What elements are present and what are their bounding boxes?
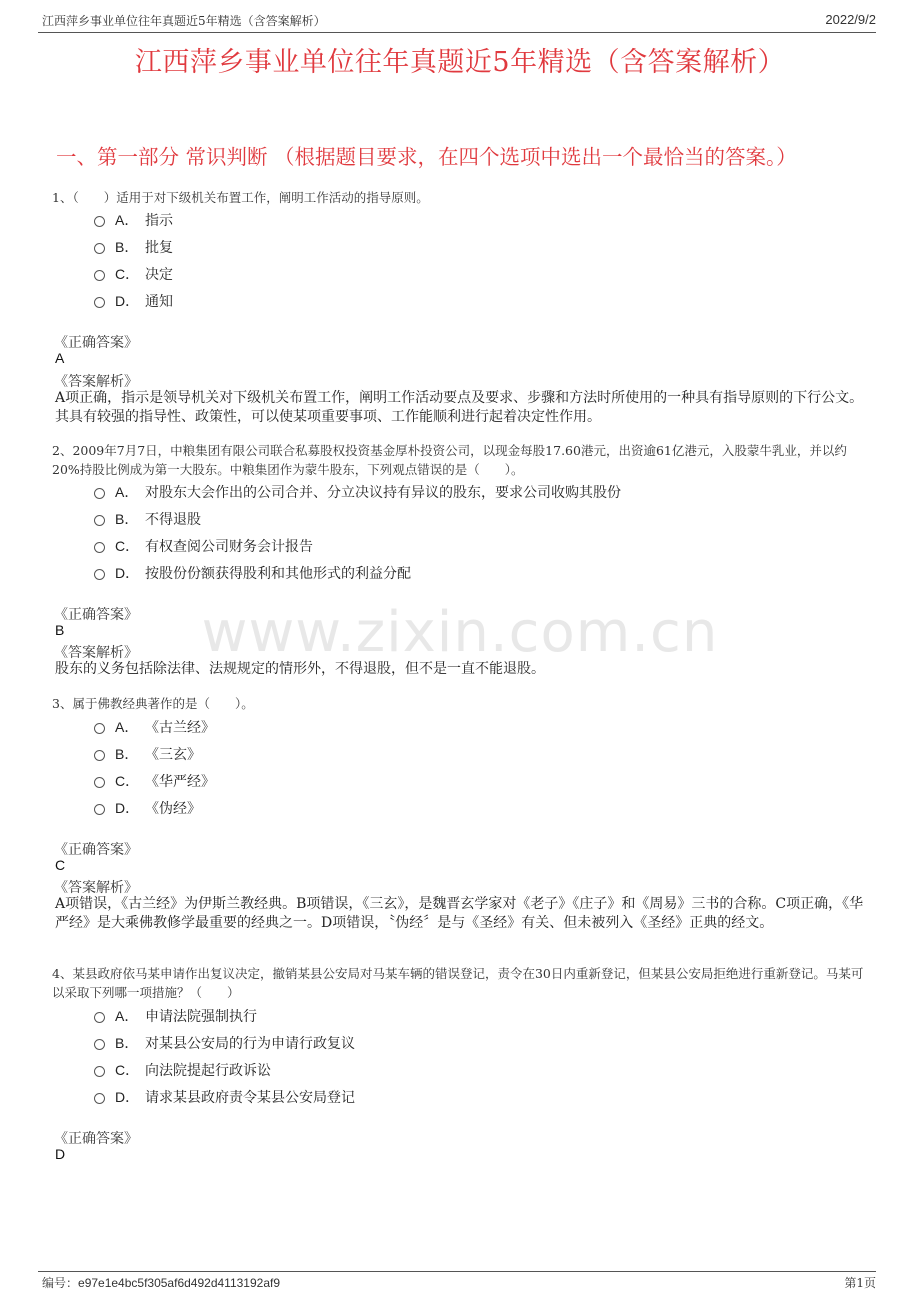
radio-icon[interactable] <box>94 804 105 815</box>
page-header <box>38 10 876 33</box>
option-letter: A． <box>115 212 139 228</box>
option-letter: D． <box>115 800 140 816</box>
radio-icon[interactable] <box>94 542 105 553</box>
option-letter: D． <box>115 565 140 581</box>
header-date: 2022/9/2 <box>825 12 876 27</box>
option-letter: C． <box>115 1062 140 1078</box>
question-1-option-c[interactable] <box>94 264 173 284</box>
question-2-option-c[interactable] <box>94 536 313 556</box>
question-3-option-a[interactable] <box>94 717 215 737</box>
radio-icon[interactable] <box>94 569 105 580</box>
question-3-analysis: A项错误，《古兰经》为伊斯兰教经典。B项错误，《三玄》，是魏晋玄学家对《老子》《庄子》和《周易》三书的合称。C项正确，《华严经》是大乘佛教修学最重要的经典之一。D项错误，〝伪经〞是与《圣经》有关、但未被列入《圣经》正典的经文。 <box>55 896 864 931</box>
radio-icon[interactable] <box>94 777 105 788</box>
question-3-option-d[interactable] <box>94 798 201 818</box>
option-letter: B． <box>115 239 139 255</box>
radio-icon[interactable] <box>94 515 105 526</box>
option-text: 不得退股 <box>145 512 201 528</box>
document-title: 江西萍乡事业单位往年真题近5年精选（含答案解析） <box>134 47 786 78</box>
option-text: 对股东大会作出的公司合并、分立决议持有异议的股东，要求公司收购其股份 <box>145 485 621 501</box>
option-text: 《伪经》 <box>145 801 201 817</box>
question-1-analysis: A项正确，指示是领导机关对下级机关布置工作，阐明工作活动要点及要求、步骤和方法时所使用的一种具有指导原则的下行公文。其具有较强的指导性、政策性，可以使某项重要事项、工作能顺利进行起着决定性作用。 <box>55 390 864 425</box>
option-text: 批复 <box>145 240 173 256</box>
radio-icon[interactable] <box>94 723 105 734</box>
radio-icon[interactable] <box>94 297 105 308</box>
radio-icon[interactable] <box>94 243 105 254</box>
radio-icon[interactable] <box>94 488 105 499</box>
analysis-label: 《答案解析》 <box>54 880 138 896</box>
option-text: 《华严经》 <box>145 774 215 790</box>
option-letter: B． <box>115 746 139 762</box>
question-2-option-b[interactable] <box>94 509 201 529</box>
option-letter: A． <box>115 719 139 735</box>
option-text: 请求某县政府责令某县公安局登记 <box>145 1090 355 1106</box>
watermark: www.zixin.com.cn <box>201 600 719 665</box>
option-letter: D． <box>115 1089 140 1105</box>
page-footer <box>38 1271 876 1294</box>
radio-icon[interactable] <box>94 216 105 227</box>
section-heading: 一、第一部分 常识判断 （根据题目要求，在四个选项中选出一个最恰当的答案。） <box>56 145 797 169</box>
correct-answer-label: 《正确答案》 <box>54 842 138 858</box>
radio-icon[interactable] <box>94 750 105 761</box>
question-4-option-a[interactable] <box>94 1006 257 1026</box>
option-letter: A． <box>115 1008 139 1024</box>
radio-icon[interactable] <box>94 1012 105 1023</box>
option-text: 向法院提起行政诉讼 <box>145 1063 271 1079</box>
correct-answer-label: 《正确答案》 <box>54 1131 138 1147</box>
footer-code-value: e97e1e4bc5f305af6d492d4113192af9 <box>78 1276 280 1290</box>
option-letter: B． <box>115 511 139 527</box>
analysis-label: 《答案解析》 <box>54 645 138 661</box>
option-letter: B． <box>115 1035 139 1051</box>
option-text: 《三玄》 <box>145 747 201 763</box>
question-3-option-c[interactable] <box>94 771 215 791</box>
question-4-stem: 4、某县政府依马某申请作出复议决定，撤销某县公安局对马某车辆的错误登记，责令在30日内重新登记，但某县公安局拒绝进行重新登记。马某可以采取下列哪一项措施？（ ） <box>52 966 864 1000</box>
question-4-answer: D <box>55 1146 66 1162</box>
option-text: 决定 <box>145 267 173 283</box>
question-2-analysis: 股东的义务包括除法律、法规规定的情形外，不得退股，但不是一直不能退股。 <box>55 661 545 677</box>
question-2-option-d[interactable] <box>94 563 411 583</box>
question-1-option-b[interactable] <box>94 237 173 257</box>
footer-code-label: 编号： <box>42 1276 79 1290</box>
analysis-label: 《答案解析》 <box>54 374 138 390</box>
footer-page-number: 第1页 <box>844 1276 876 1290</box>
option-letter: C． <box>115 773 140 789</box>
question-3-stem: 3、属于佛教经典著作的是（ ）。 <box>52 696 254 711</box>
question-1-option-d[interactable] <box>94 291 173 311</box>
option-text: 有权查阅公司财务会计报告 <box>145 539 313 555</box>
correct-answer-label: 《正确答案》 <box>54 607 138 623</box>
radio-icon[interactable] <box>94 1039 105 1050</box>
question-1-answer: A <box>55 350 65 366</box>
option-text: 按股份份额获得股利和其他形式的利益分配 <box>145 566 411 582</box>
question-4-option-d[interactable] <box>94 1087 355 1107</box>
option-letter: D． <box>115 293 140 309</box>
header-doc-name: 江西萍乡事业单位往年真题近5年精选（含答案解析） <box>42 14 326 28</box>
option-letter: C． <box>115 538 140 554</box>
question-2-stem: 2、2009年7月7日，中粮集团有限公司联合私募股权投资基金厚朴投资公司，以现金每股17.60港元，出资逾61亿港元，入股蒙牛乳业，并以约20%持股比例成为第一大股东。中粮集团作为蒙牛股东，下列观点错误的是（ ）。 <box>52 443 847 477</box>
option-text: 通知 <box>145 294 173 310</box>
question-2-answer: B <box>55 622 65 638</box>
correct-answer-label: 《正确答案》 <box>54 335 138 351</box>
radio-icon[interactable] <box>94 1093 105 1104</box>
option-text: 指示 <box>145 213 173 229</box>
option-text: 《古兰经》 <box>145 720 215 736</box>
option-letter: C． <box>115 266 140 282</box>
radio-icon[interactable] <box>94 270 105 281</box>
question-3-answer: C <box>55 857 66 873</box>
option-text: 对某县公安局的行为申请行政复议 <box>145 1036 355 1052</box>
option-letter: A． <box>115 484 139 500</box>
question-4-option-b[interactable] <box>94 1033 355 1053</box>
question-4-option-c[interactable] <box>94 1060 271 1080</box>
question-1-stem: 1、（ ）适用于对下级机关布置工作，阐明工作活动的指导原则。 <box>52 190 429 205</box>
question-3-option-b[interactable] <box>94 744 201 764</box>
question-2-option-a[interactable] <box>94 482 621 502</box>
question-1-option-a[interactable] <box>94 210 173 230</box>
option-text: 申请法院强制执行 <box>145 1009 257 1025</box>
radio-icon[interactable] <box>94 1066 105 1077</box>
footer-code <box>42 1274 280 1291</box>
